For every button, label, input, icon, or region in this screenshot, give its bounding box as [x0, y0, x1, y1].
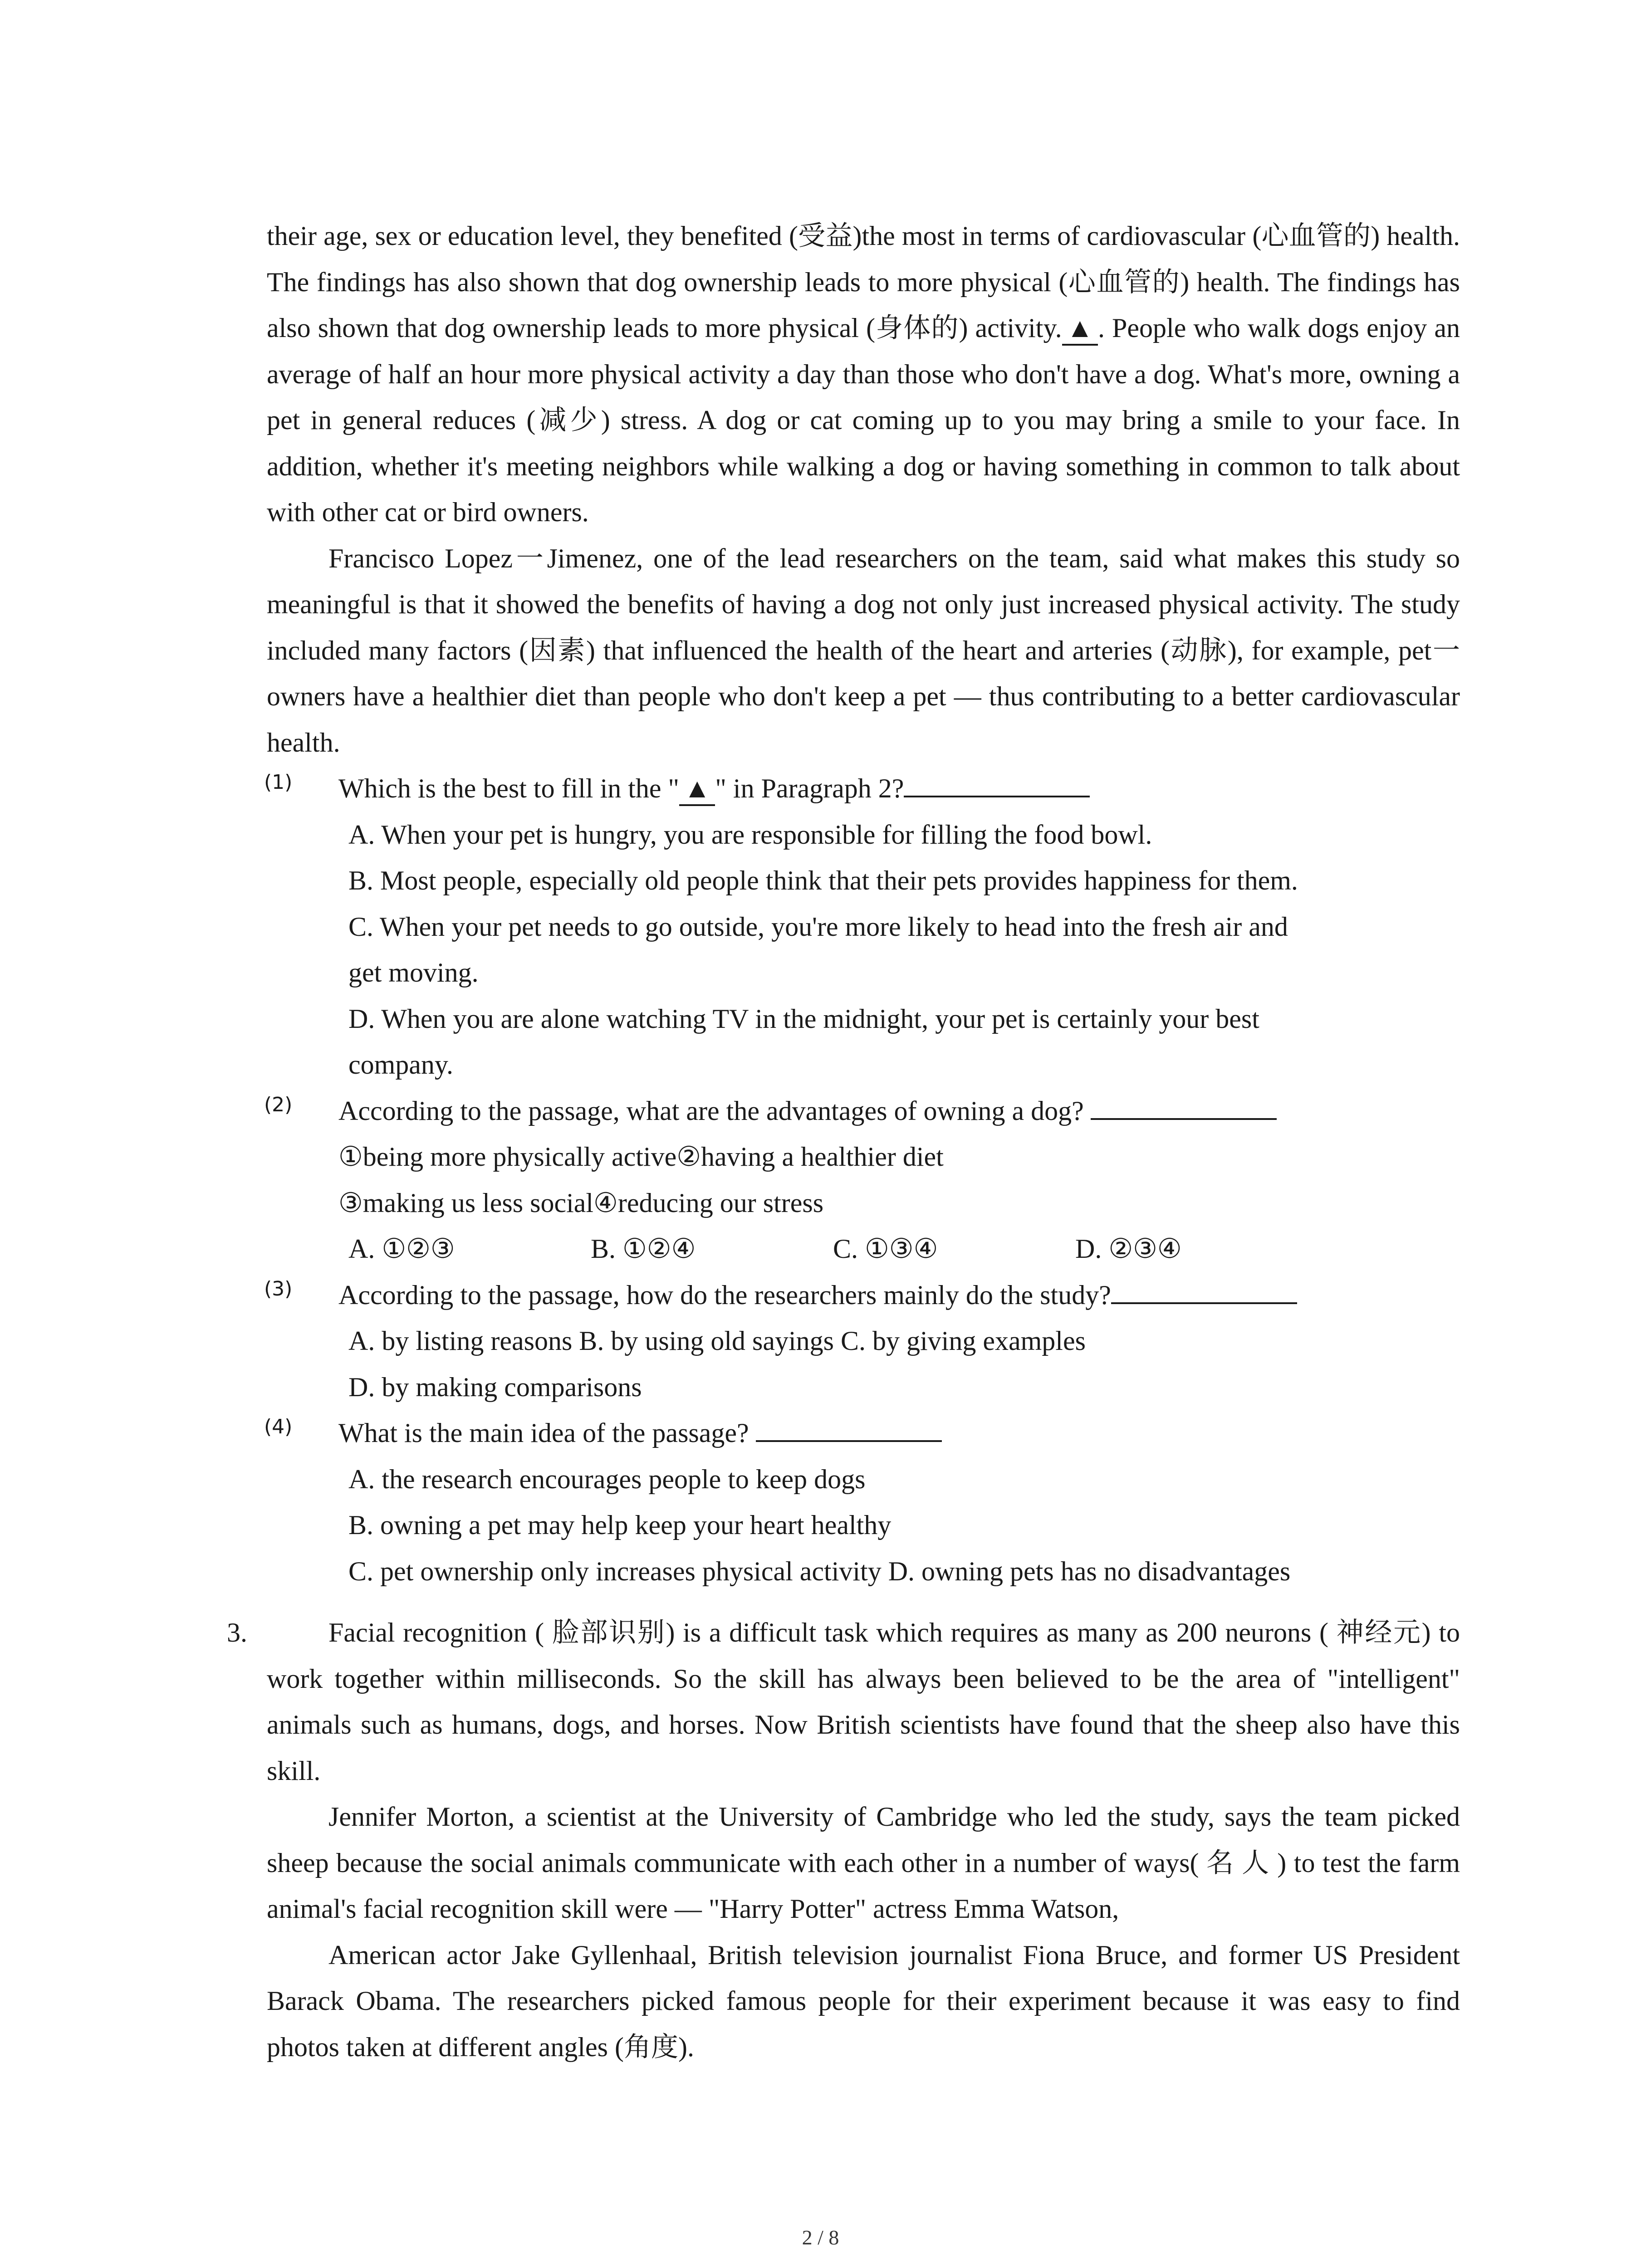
- statement-line-2: ③making us less social④reducing our stress: [338, 1188, 824, 1218]
- option-b: B. Most people, especially old people think that their pets provides happiness for them.: [348, 865, 1298, 895]
- option-a: A. When your pet is hungry, you are responsible for filling the food bowl.: [348, 819, 1152, 850]
- passage-number: 3.: [227, 1618, 247, 1647]
- answer-blank[interactable]: [756, 1415, 942, 1442]
- option-c-continued: get moving.: [348, 958, 479, 987]
- passage3-paragraph-1: Facial recognition ( 脸部识别) is a difficult task which requires as many as 200 neurons ( 神经元) to work together within milliseconds. So the skill has always been believed to be the area of "intelligent" animals such as humans, dogs, and horses. Now British scientists have found that the sheep also have this skill.: [267, 1618, 1460, 1786]
- question-number: (2): [264, 1093, 293, 1116]
- choice-c: C. ①③④: [833, 1234, 938, 1264]
- answer-blank-marker: ▲: [1062, 312, 1098, 346]
- choice-row: [267, 1226, 1460, 1272]
- page-body: [227, 213, 1460, 2070]
- answer-blank[interactable]: [1091, 1093, 1277, 1120]
- passage2-paragraph-1: their age, sex or education level, they benefited (受益)the most in terms of cardiovascular (心血管的) health. The findings has also shown that dog ownership leads to more physical (心血管的) health. The findings has also shown that dog ownership leads to more physical (身体的) activity. ▲ . People who walk dogs enjoy an average of half an hour more physical activity a day than those who don't have a dog. What's more, owning a pet in general reduces (减少) stress. A dog or cat coming up to you may bring a smile to your face. In addition, whether it's meeting neighbors while walking a dog or having something in common to talk about with other cat or bird owners.: [267, 221, 1460, 527]
- question-stem: According to the passage, how do the researchers mainly do the study?: [338, 1272, 1460, 1319]
- option-d: D. When you are alone watching TV in the midnight, your pet is certainly your best: [348, 1003, 1259, 1034]
- options-line-2: B. owning a pet may help keep your heart healthy: [348, 1510, 892, 1540]
- question-4: [264, 1410, 1460, 1457]
- answer-blank[interactable]: [1111, 1277, 1297, 1304]
- passage3-paragraph-2: Jennifer Morton, a scientist at the University of Cambridge who led the study, says the team picked sheep because the social animals communicate with each other in a number of ways( 名 人 ) to test the farm animal's facial recognition skill were — "Harry Potter" actress Emma Watson,: [267, 1802, 1460, 1924]
- question-number: (3): [264, 1277, 293, 1300]
- question-2: [264, 1088, 1460, 1227]
- question-stem: According to the passage, what are the advantages of owning a dog?: [338, 1088, 1460, 1134]
- choice-a: A. ①②③: [348, 1234, 455, 1264]
- question-1: [264, 766, 1460, 812]
- statement-line-1: ①being more physically active②having a healthier diet: [338, 1142, 944, 1172]
- question-number: (4): [264, 1415, 293, 1438]
- options-line-2: D. by making comparisons: [348, 1372, 642, 1402]
- options-line-1: A. the research encourages people to keep dogs: [348, 1464, 866, 1494]
- question-stem: What is the main idea of the passage?: [338, 1410, 1460, 1457]
- passage2-paragraph-2: Francisco Lopez一Jimenez, one of the lead researchers on the team, said what makes this study so meaningful is that it showed the benefits of having a dog not only just increased physical activity. The study included many factors (因素) that influenced the health of the heart and arteries (动脉), for example, pet一owners have a healthier diet than people who don't keep a pet — thus contributing to a better cardiovascular health.: [267, 543, 1460, 758]
- option-c: C. When your pet needs to go outside, you're more likely to head into the fresh air and: [348, 911, 1288, 942]
- question-number: (1): [264, 771, 293, 794]
- answer-blank[interactable]: [904, 770, 1090, 797]
- answer-blank-marker: ▲: [679, 772, 715, 806]
- page-number: 2 / 8: [802, 2226, 839, 2249]
- options-line-1: A. by listing reasons B. by using old sayings C. by giving examples: [348, 1326, 1086, 1356]
- option-d-continued: company.: [348, 1050, 454, 1080]
- passage3-paragraph-3: American actor Jake Gyllenhaal, British television journalist Fiona Bruce, and former US President Barack Obama. The researchers picked famous people for their experiment because it was easy to find photos taken at different angles (角度).: [267, 1940, 1460, 2062]
- question-3: [264, 1272, 1460, 1319]
- options-line-3: C. pet ownership only increases physical activity D. owning pets has no disadvantages: [348, 1556, 1291, 1586]
- question-stem: Which is the best to fill in the " ▲ " in Paragraph 2?: [338, 766, 1460, 812]
- choice-b: B. ①②④: [591, 1234, 696, 1264]
- choice-d: D. ②③④: [1075, 1234, 1182, 1264]
- passage-3: [227, 1610, 1460, 2070]
